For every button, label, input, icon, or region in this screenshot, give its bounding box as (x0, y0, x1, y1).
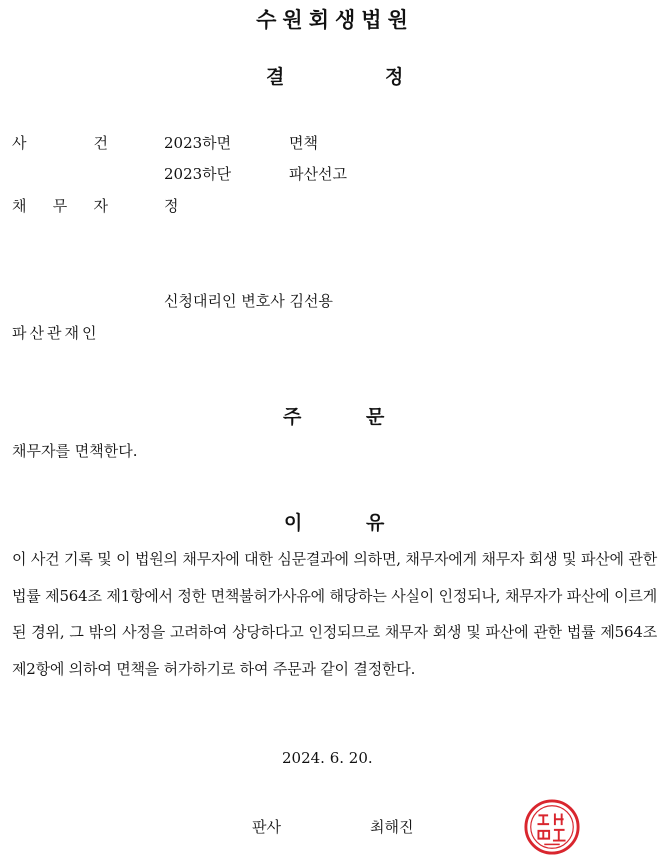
reason-heading-left: 이 (284, 512, 303, 534)
debtor-label-char-2: 무 (52, 197, 68, 215)
case-number-1: 2023하면 (164, 134, 232, 152)
debtor-label-char-3: 자 (93, 197, 108, 215)
reason-heading-right: 유 (366, 512, 385, 534)
order-heading-right: 문 (366, 406, 385, 428)
applicant-agent: 신청대리인 변호사 김선용 (164, 292, 333, 310)
order-text: 채무자를 면책한다. (12, 442, 138, 460)
court-name: 수원회생법원 (256, 8, 414, 32)
case-label-char-2: 건 (93, 134, 108, 152)
judge-name: 최해진 (370, 818, 414, 836)
reason-text: 이 사건 기록 및 이 법원의 채무자에 대한 심문결과에 의하면, 채무자에게 채무자 회생 및 파산에 관한 법률 제564조 제1항에서 정한 면책불허가사유에 해당하는 사실이 인정되나, 채무자가 파산에 이르게 된 경위, 그 밖의 사정을 고려하여 상당하다고 인정되므로 채무자 회생 및 파산에 관한 법률 제564조 제2항에 의하여 면책을 허가하기로 하여 주문과 같이 결정한다. (12, 550, 657, 678)
order-heading-left: 주 (283, 406, 302, 428)
case-type-1: 면책 (289, 134, 318, 152)
judge-title: 판사 (252, 818, 281, 836)
case-label (12, 132, 108, 153)
case-number-2: 2023하단 (164, 165, 232, 183)
court-seal-icon (523, 798, 581, 856)
case-label-char-1: 사 (12, 134, 27, 152)
case-type-2: 파산선고 (289, 165, 347, 183)
debtor-label-char-1: 채 (12, 197, 27, 215)
trustee-label: 파산관재인 (12, 324, 100, 342)
decision-date: 2024. 6. 20. (282, 749, 373, 767)
debtor-name: 정 (164, 197, 179, 215)
doc-title-right: 정 (385, 66, 404, 88)
debtor-label (12, 195, 108, 216)
doc-title-left: 결 (266, 66, 285, 88)
